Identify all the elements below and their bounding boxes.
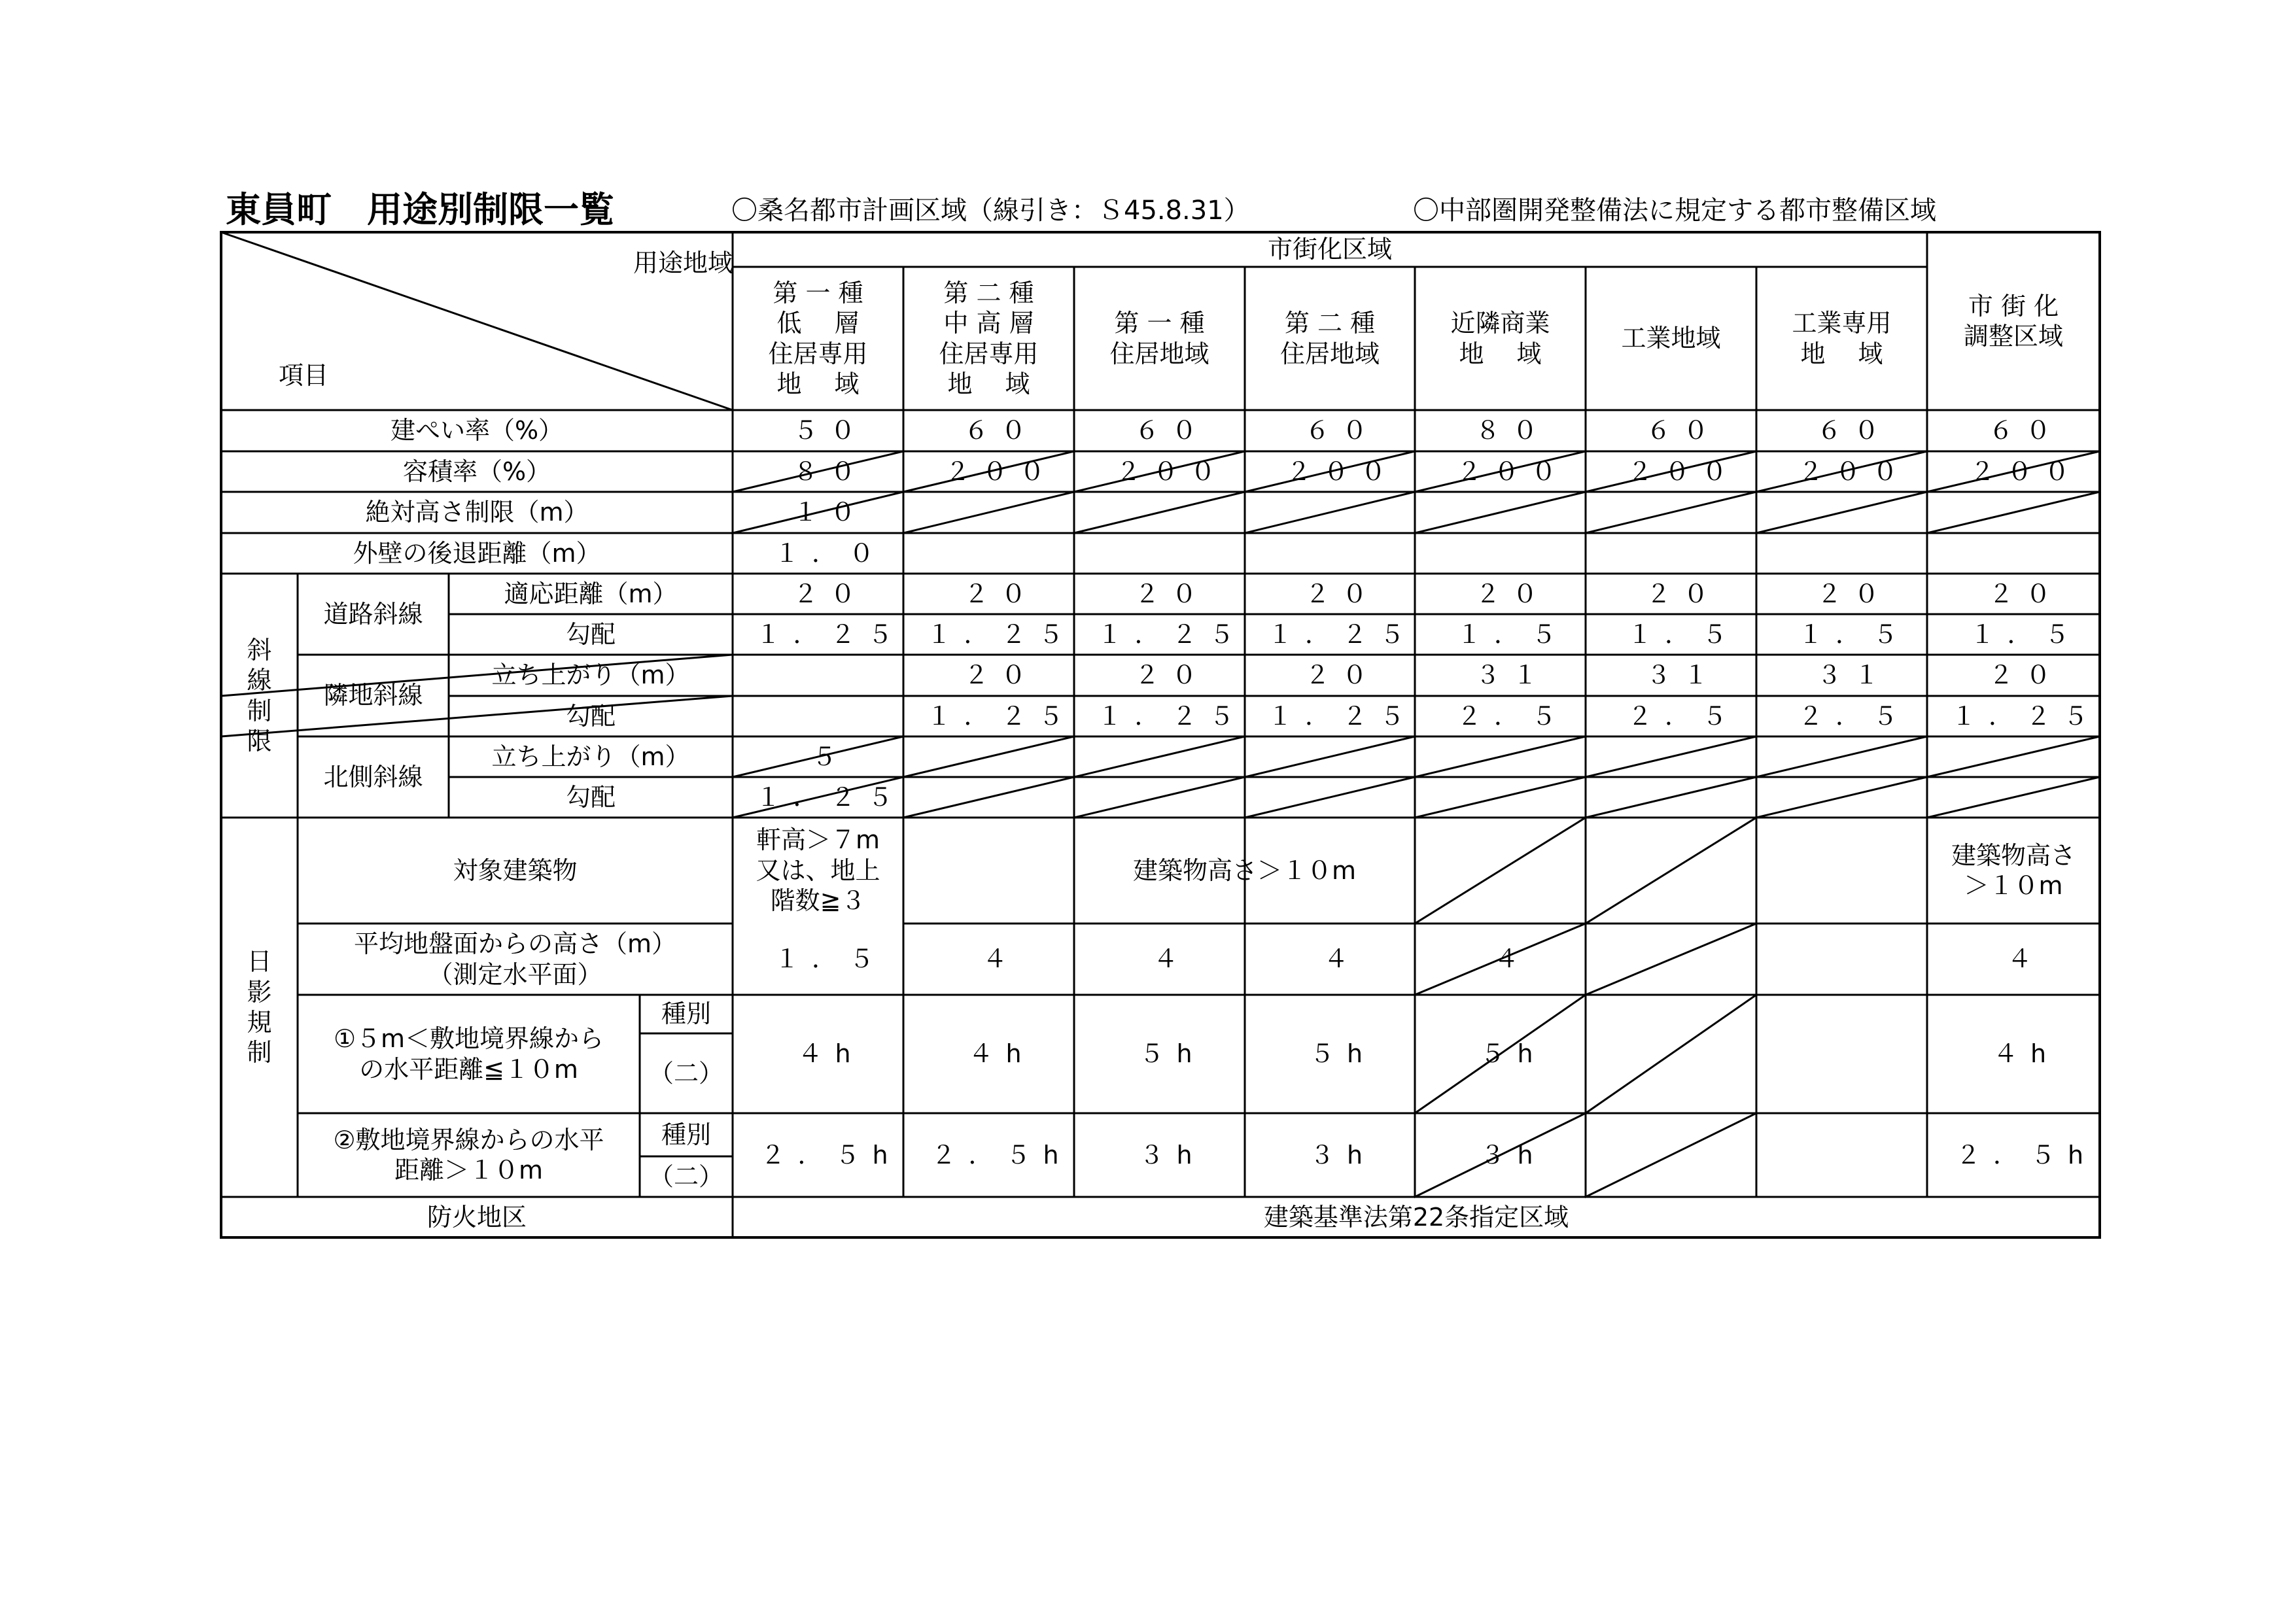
target-low-rise: 軒高＞７m 又は、地上 階数≧３ (756, 825, 880, 916)
range1-value: ４h (797, 1039, 863, 1069)
adjacent-gradient-label: 勾配 (565, 701, 616, 731)
development-area-note: 〇中部圏開発整備法に規定する都市整備区域 (1413, 196, 1936, 226)
road-gradient-value: １．２５ (756, 619, 905, 649)
adjacent-gradient-value: ２．５ (1798, 701, 1910, 731)
range2-value: ２．５h (931, 1140, 1071, 1169)
coverage-value: ６０ (1988, 416, 2063, 445)
abs-height-value: １０ (793, 498, 868, 527)
north-rise-label: 立ち上がり（m） (491, 742, 690, 771)
range1-value: ５h (1139, 1039, 1205, 1069)
adjacent-gradient-value: １．２５ (1951, 701, 2100, 731)
zone-header: 工業地域 (1621, 324, 1721, 353)
road-distance-value: ２０ (1134, 579, 1209, 608)
measure-height-value: ４ (982, 944, 1020, 974)
road-gradient-value: １．２５ (926, 619, 1076, 649)
adjacent-gradient-value: ２．５ (1456, 701, 1569, 731)
not-applicable-slash (1927, 492, 2100, 533)
not-applicable-slash (1927, 736, 2100, 777)
not-applicable-slash (1245, 777, 1415, 818)
floor-area-value: ２００ (1456, 457, 1569, 486)
road-distance-value: ２０ (1988, 579, 2063, 608)
target-building-height: 建築物高さ＞１０m (1132, 855, 1357, 885)
measure-height-value: ４ (1493, 944, 1531, 974)
floor-area-value: ８０ (793, 457, 868, 486)
adjacent-rise-value: ２０ (1988, 661, 2063, 690)
zone-header-adjustment: 市 街 化 調整区域 (1963, 291, 2063, 351)
floor-area-value: ２００ (945, 457, 1057, 486)
range1-value: ５h (1309, 1039, 1376, 1069)
not-applicable-slash (1586, 736, 1756, 777)
not-applicable-slash (1586, 818, 1756, 924)
not-applicable-slash (1756, 736, 1927, 777)
road-distance-value: ２０ (793, 579, 868, 608)
coverage-value: ８０ (1475, 416, 1550, 445)
measure-height-value: ４ (1153, 944, 1191, 974)
abs-height-label: 絶対高さ制限（m） (365, 498, 589, 527)
adjacent-rise-value: ３１ (1817, 661, 1892, 690)
range2-value: ３h (1139, 1140, 1205, 1169)
range1-value: ５h (1480, 1039, 1546, 1069)
adjacent-rise-value: ２０ (1304, 661, 1380, 690)
corner-label-item: 項目 (279, 361, 329, 390)
wall-setback-label: 外壁の後退距離（m） (353, 538, 601, 568)
range1-kind-value: （二） (648, 1058, 723, 1088)
adjacent-gradient-value: １．２５ (926, 701, 1076, 731)
target-building-label: 対象建築物 (453, 855, 578, 885)
range2-value: ３h (1480, 1140, 1546, 1169)
floor-area-value: ２００ (1115, 457, 1228, 486)
road-gradient-value: １．２５ (1097, 619, 1247, 649)
not-applicable-slash (1245, 492, 1415, 533)
coverage-value: ５０ (793, 416, 868, 445)
adjacent-gradient-value: １．２５ (1267, 701, 1417, 731)
zone-header: 第 一 種 低 層 住居専用 地 域 (768, 278, 868, 398)
zone-header: 近隣商業 地 域 (1450, 309, 1550, 368)
zone-header: 第 二 種 中 高 層 住居専用 地 域 (939, 278, 1039, 398)
road-gradient-value: １．５ (1456, 619, 1569, 649)
range1-kind-label: 種別 (661, 999, 711, 1029)
north-rise-value: ５ (811, 742, 849, 771)
floor-area-label: 容積率（%） (402, 457, 551, 486)
road-gradient-value: １．５ (1627, 619, 1739, 649)
coverage-value: ６０ (1646, 416, 1721, 445)
not-applicable-slash (1415, 736, 1586, 777)
road-distance-value: ２０ (1475, 579, 1550, 608)
range2-value: ２．５h (760, 1140, 901, 1169)
range2-kind-label: 種別 (661, 1120, 711, 1149)
floor-area-value: ２００ (1798, 457, 1910, 486)
not-applicable-slash (1074, 777, 1245, 818)
adjacent-rise-value: ３１ (1646, 661, 1721, 690)
not-applicable-slash (1415, 777, 1586, 818)
not-applicable-slash (1756, 492, 1927, 533)
road-distance-label: 適応距離（m） (504, 579, 678, 608)
not-applicable-slash (1586, 492, 1756, 533)
not-applicable-slash (1415, 492, 1586, 533)
adjacent-rise-value: ２０ (964, 661, 1039, 690)
measure-height-value: ４ (2007, 944, 2045, 974)
wall-setback-value: １．０ (774, 538, 886, 568)
coverage-value: ６０ (1304, 416, 1380, 445)
north-slope-label: 北側斜線 (323, 762, 423, 791)
road-distance-value: ２０ (1817, 579, 1892, 608)
not-applicable-slash (903, 492, 1074, 533)
road-distance-value: ２０ (1304, 579, 1380, 608)
slope-group-label: 斜 線 制 限 (247, 635, 272, 755)
range1-label: ①５m＜敷地境界線から の水平距離≦１０m (333, 1024, 604, 1084)
zone-header: 工業専用 地 域 (1792, 309, 1892, 368)
zone-header: 第 二 種 住居地域 (1279, 309, 1380, 368)
adjacent-rise-label: 立ち上がり（m） (491, 661, 690, 690)
not-applicable-slash (1756, 777, 1927, 818)
range2-label: ②敷地境界線からの水平 距離＞１０m (333, 1125, 604, 1184)
measure-height-value: ４ (1323, 944, 1361, 974)
coverage-value: ６０ (1134, 416, 1209, 445)
floor-area-value: ２００ (1627, 457, 1739, 486)
north-gradient-value: １．２５ (756, 782, 905, 812)
not-applicable-slash (1927, 777, 2100, 818)
measure-height-value: １．５ (774, 944, 886, 974)
coverage-value: ６０ (1817, 416, 1892, 445)
floor-area-value: ２００ (1970, 457, 2082, 486)
urbanization-group-header: 市街化区域 (1267, 235, 1392, 264)
road-gradient-value: １．２５ (1267, 619, 1417, 649)
adjacent-rise-value: ３１ (1475, 661, 1550, 690)
road-distance-value: ２０ (1646, 579, 1721, 608)
not-applicable-slash (1245, 736, 1415, 777)
shadow-group-label: 日 影 規 制 (247, 947, 272, 1067)
coverage-value: ６０ (964, 416, 1039, 445)
north-gradient-label: 勾配 (565, 782, 616, 812)
corner-label-zone: 用途地域 (633, 249, 733, 278)
range2-value: ３h (1309, 1140, 1376, 1169)
not-applicable-slash (1074, 492, 1245, 533)
adjacent-rise-value: ２０ (1134, 661, 1209, 690)
road-gradient-label: 勾配 (565, 619, 616, 649)
floor-area-value: ２００ (1286, 457, 1399, 486)
road-gradient-value: １．５ (1970, 619, 2082, 649)
fire-district-value: 建築基準法第22条指定区域 (1263, 1202, 1569, 1232)
coverage-label: 建ぺい率（%） (390, 416, 564, 445)
range1-value: ４h (1992, 1039, 2059, 1069)
range1-value: ４h (968, 1039, 1034, 1069)
adjacent-gradient-value: ２．５ (1627, 701, 1739, 731)
not-applicable-slash (903, 777, 1074, 818)
adjacent-gradient-value: １．２５ (1097, 701, 1247, 731)
road-distance-value: ２０ (964, 579, 1039, 608)
planning-area-note: 〇桑名都市計画区域（線引き：Ｓ45.8.31） (731, 196, 1250, 226)
adjacent-slope-label: 隣地斜線 (323, 681, 423, 710)
page-title: 東員町 用途別制限一覧 (226, 189, 614, 230)
road-slope-label: 道路斜線 (323, 599, 423, 629)
not-applicable-slash (1586, 995, 1756, 1113)
not-applicable-slash (1074, 736, 1245, 777)
range2-value: ２．５h (1955, 1140, 2096, 1169)
not-applicable-slash (903, 736, 1074, 777)
not-applicable-slash (1586, 777, 1756, 818)
range2-kind-value: （二） (648, 1162, 723, 1191)
target-adjustment: 建築物高さ ＞１０m (1951, 840, 2076, 900)
zone-header: 第 一 種 住居地域 (1109, 309, 1209, 368)
not-applicable-slash (1586, 924, 1756, 995)
not-applicable-slash (1586, 1113, 1756, 1197)
fire-district-label: 防火地区 (426, 1202, 527, 1232)
measure-height-label: 平均地盤面からの高さ（m） （測定水平面） (353, 929, 677, 989)
road-gradient-value: １．５ (1798, 619, 1910, 649)
